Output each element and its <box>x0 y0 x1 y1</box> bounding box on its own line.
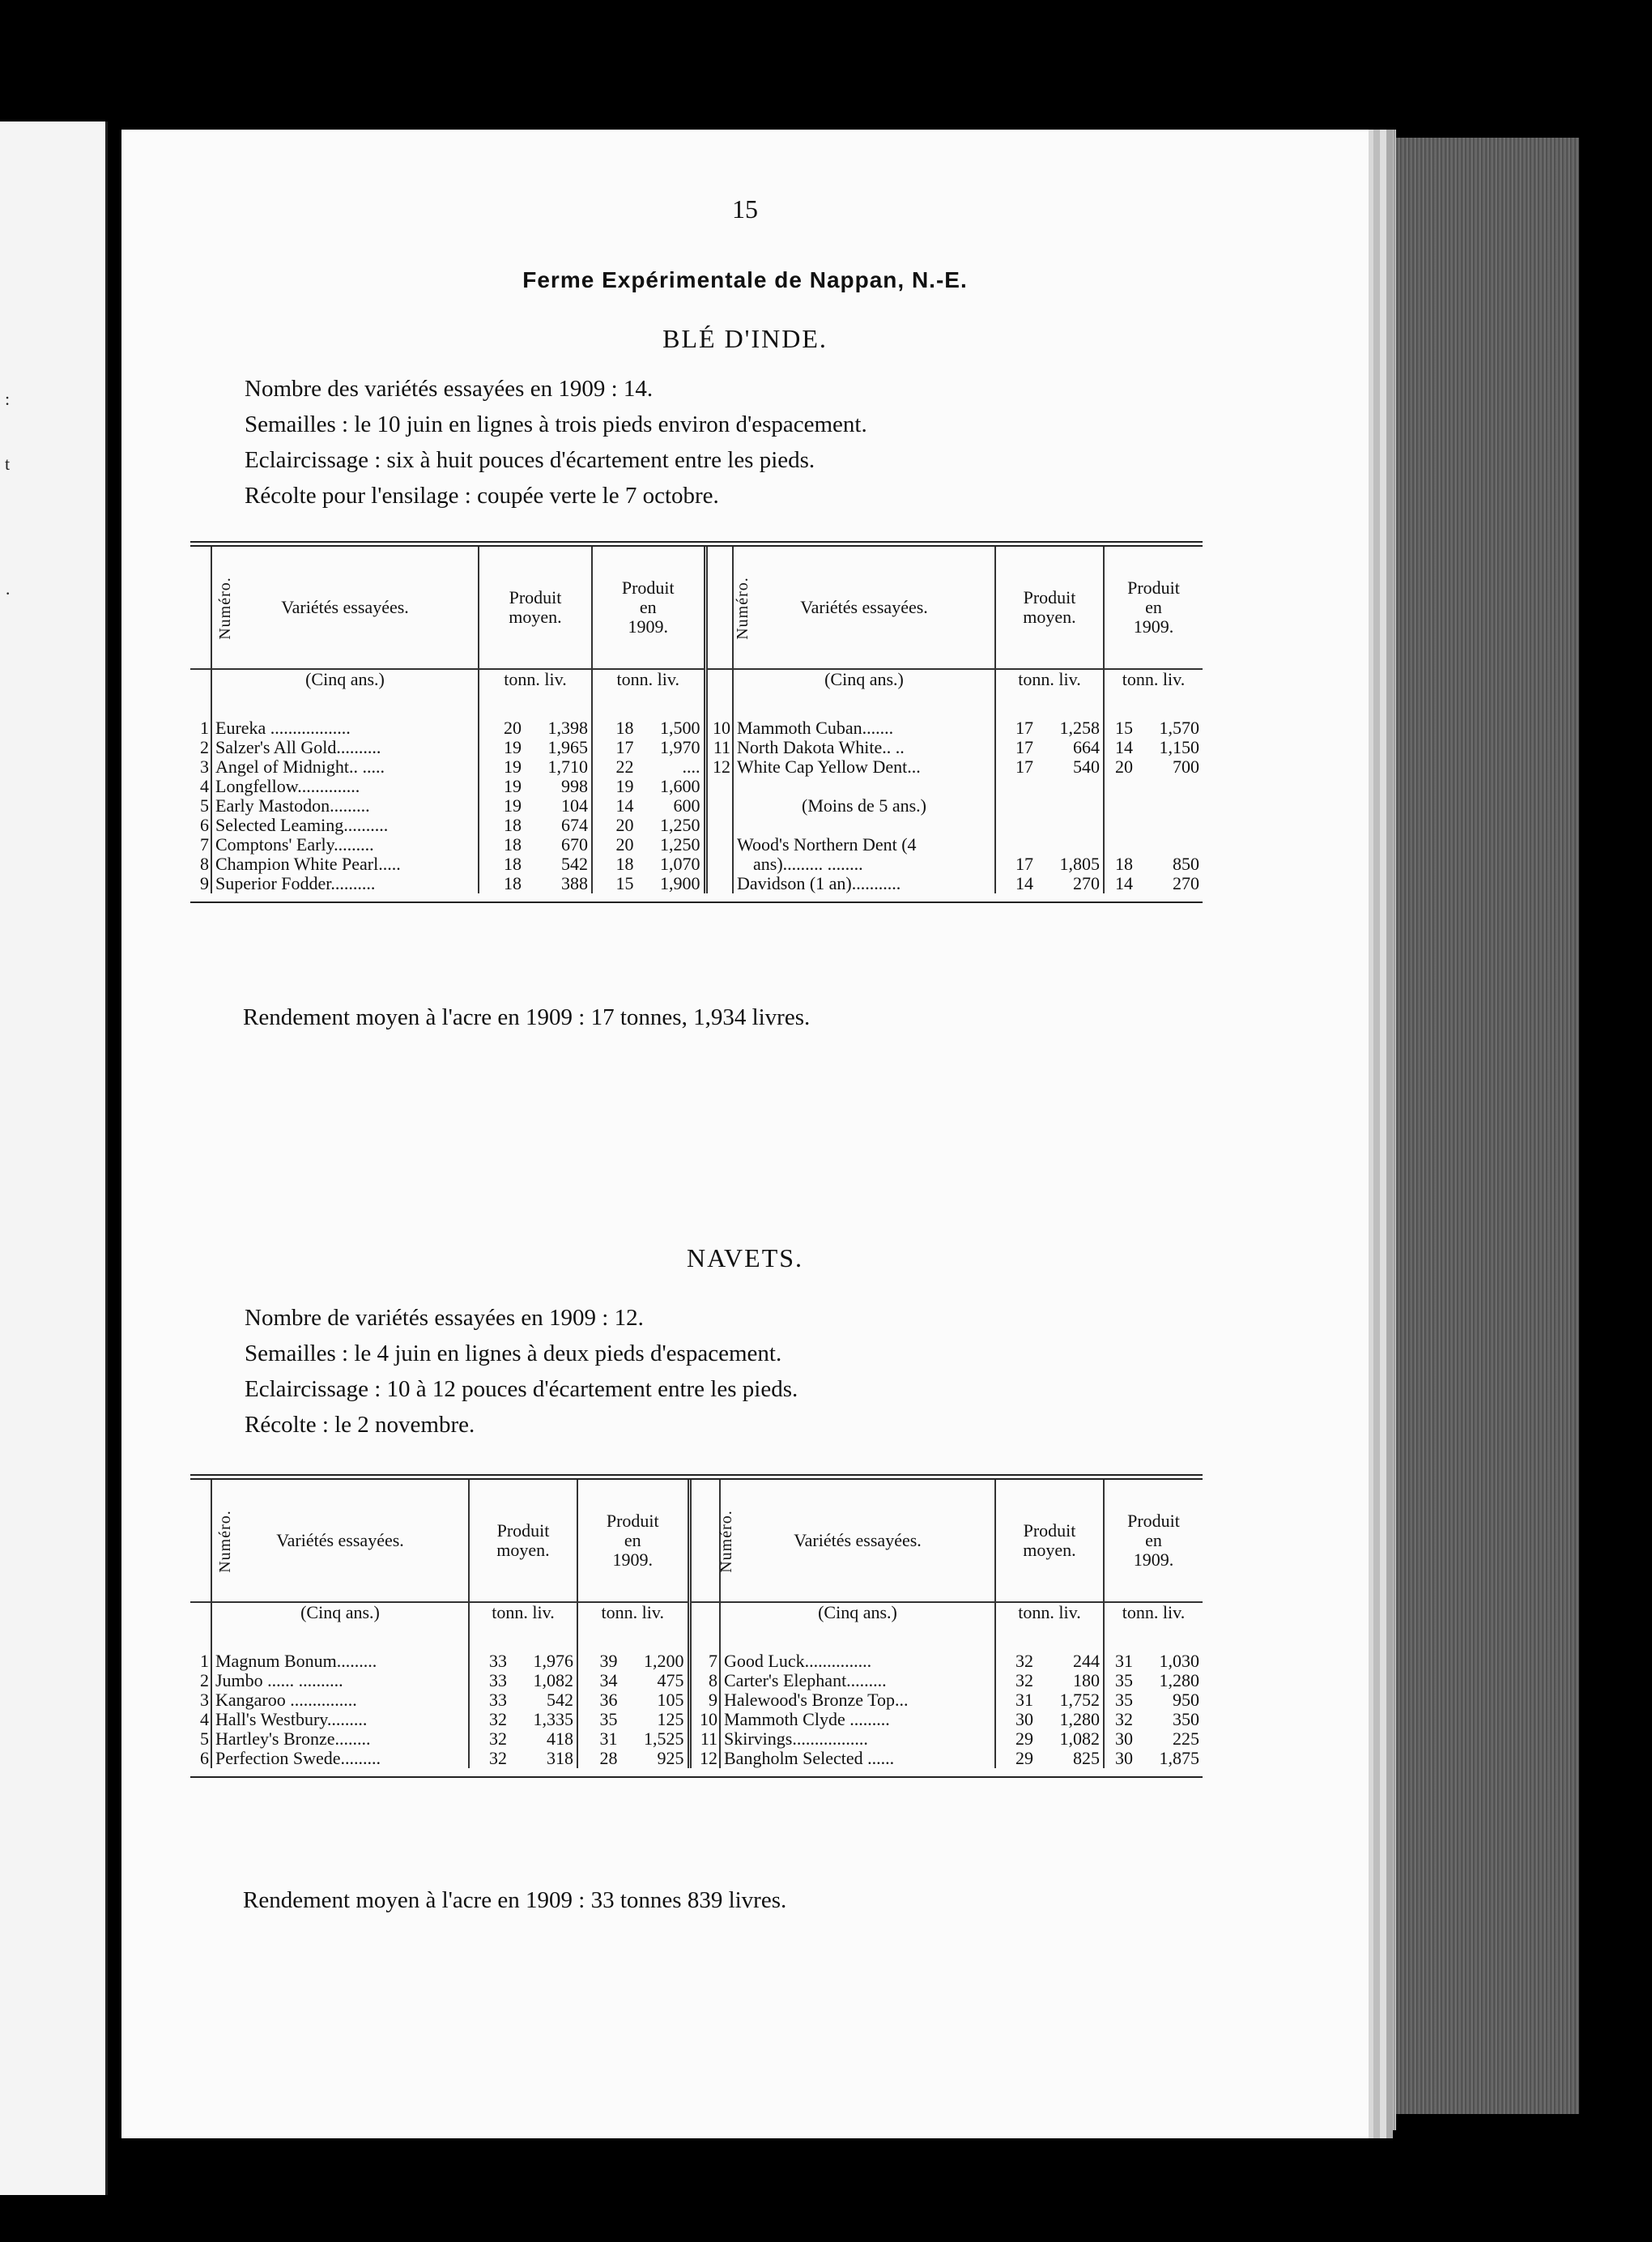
book-page-edges-inner <box>1377 130 1396 2130</box>
yield-1909: 36 105 <box>577 1690 689 1710</box>
row-number: 3 <box>200 1690 209 1710</box>
empty-cell <box>995 835 1104 855</box>
variety-name: Bangholm Selected ...... <box>720 1749 995 1768</box>
empty-cell <box>705 855 733 874</box>
unit-label: tonn. liv. <box>592 669 705 718</box>
adjacent-page-edge <box>0 121 108 2195</box>
yield-1909: 28 925 <box>577 1749 689 1768</box>
variety-name: Halewood's Bronze Top... <box>720 1690 995 1710</box>
avg-yield: 18 388 <box>479 874 592 893</box>
yield-1909: 15 1,900 <box>592 874 705 893</box>
empty-cell <box>733 777 995 796</box>
col-header-varietes: Variétés essayées. <box>733 547 995 669</box>
empty-cell <box>705 777 733 796</box>
empty-cell <box>733 816 995 835</box>
col-header-numero: Numéro. <box>190 547 211 669</box>
yield-1909: 35 125 <box>577 1710 689 1729</box>
row-number: 8 <box>689 1671 720 1690</box>
intro-line: Récolte : le 2 novembre. <box>245 1412 475 1438</box>
empty-cell <box>705 874 733 893</box>
col-header-varietes: Variétés essayées. <box>211 1480 469 1602</box>
unit-label: tonn. liv. <box>995 669 1104 718</box>
row-number: 9 <box>689 1690 720 1710</box>
intro-line: Nombre de variétés essayées en 1909 : 12. <box>245 1305 644 1331</box>
unit-label: tonn. liv. <box>469 1602 577 1652</box>
row-number: 5 <box>200 1728 209 1749</box>
yield-1909: 32 350 <box>1104 1710 1203 1729</box>
avg-yield: 30 1,280 <box>995 1710 1104 1729</box>
col-header-produit-moyen: Produit moyen. <box>479 547 592 669</box>
table-row <box>190 757 1203 777</box>
empty-cell <box>705 835 733 855</box>
variety-name: Skirvings................. <box>720 1729 995 1749</box>
col-header-varietes: Variétés essayées. <box>720 1480 995 1602</box>
yield-1909: 20 700 <box>1104 757 1203 777</box>
avg-yield: 29 1,082 <box>995 1729 1104 1749</box>
yield-1909: 35 950 <box>1104 1690 1203 1710</box>
table-top-rule <box>190 1474 1203 1480</box>
table-row <box>190 1652 1203 1671</box>
row-number: 8 <box>200 854 209 874</box>
margin-mark: : <box>5 389 11 409</box>
units-row <box>190 1602 1203 1652</box>
avg-yield: 18 670 <box>479 835 592 855</box>
corn-table <box>190 541 1203 903</box>
intro-line: Semailles : le 4 juin en lignes à deux pieds d'espacement. <box>245 1341 782 1366</box>
unit-label: tonn. liv. <box>995 1602 1104 1652</box>
avg-yield: 33 1,976 <box>469 1652 577 1671</box>
variety-name: Hall's Westbury......... <box>211 1710 469 1729</box>
turnips-table <box>190 1474 1203 1778</box>
yield-1909: 31 1,030 <box>1104 1652 1203 1671</box>
yield-1909: 39 1,200 <box>577 1652 689 1671</box>
yield-1909: 18 850 <box>1104 855 1203 874</box>
turnips-data-table <box>190 1480 1203 1768</box>
empty-cell <box>995 796 1104 816</box>
variety-name: Hartley's Bronze........ <box>211 1729 469 1749</box>
empty-cell <box>995 777 1104 796</box>
avg-yield: 33 1,082 <box>469 1671 577 1690</box>
table-row <box>190 1749 1203 1768</box>
col-header-numero: Numéro. <box>689 1480 720 1602</box>
yield-1909: 35 1,280 <box>1104 1671 1203 1690</box>
row-number: 1 <box>200 718 209 738</box>
empty-cell <box>705 816 733 835</box>
avg-yield: 17 664 <box>995 738 1104 757</box>
unit-label: tonn. liv. <box>1104 669 1203 718</box>
page-heading: Ferme Expérimentale de Nappan, N.-E. <box>522 267 968 292</box>
variety-name: Mammoth Cuban....... <box>733 718 995 738</box>
avg-yield: 17 1,258 <box>995 718 1104 738</box>
yield-1909: 18 1,070 <box>592 855 705 874</box>
intro-line: Eclaircissage : six à huit pouces d'écartement entre les pieds. <box>245 447 815 473</box>
units-row <box>190 669 1203 718</box>
empty-cell <box>1104 796 1203 816</box>
avg-yield: 17 1,805 <box>995 855 1104 874</box>
table-row <box>190 835 1203 855</box>
variety-name-cont: ans)......... ........ <box>733 855 995 874</box>
empty-cell <box>705 796 733 816</box>
table-row <box>190 1671 1203 1690</box>
variety-name: Magnum Bonum......... <box>211 1652 469 1671</box>
variety-name: Champion White Pearl..... <box>211 855 479 874</box>
variety-name: Selected Leaming.......... <box>211 816 479 835</box>
row-number: 1 <box>200 1651 209 1671</box>
intro-line: Eclaircissage : 10 à 12 pouces d'écartement entre les pieds. <box>245 1376 798 1402</box>
table-row <box>190 1710 1203 1729</box>
table-row <box>190 796 1203 816</box>
table-header-row <box>190 1480 1203 1602</box>
variety-name: North Dakota White.. .. <box>733 738 995 757</box>
margin-mark: · <box>5 583 11 603</box>
row-number: 6 <box>200 1748 209 1768</box>
yield-1909: 18 1,500 <box>592 718 705 738</box>
yield-1909: 30 225 <box>1104 1729 1203 1749</box>
yield-1909: 15 1,570 <box>1104 718 1203 738</box>
variety-name: Superior Fodder.......... <box>211 874 479 893</box>
document-page <box>121 130 1369 2138</box>
yield-1909: 19 1,600 <box>592 777 705 796</box>
col-header-produit-1909: Produit en 1909. <box>592 547 705 669</box>
table-row <box>190 718 1203 738</box>
row-number: 12 <box>689 1749 720 1768</box>
variety-name: Davidson (1 an)........... <box>733 874 995 893</box>
avg-yield: 17 540 <box>995 757 1104 777</box>
yield-1909: 14 270 <box>1104 874 1203 893</box>
row-number: 9 <box>200 873 209 893</box>
table-top-rule <box>190 541 1203 547</box>
corn-data-table <box>190 547 1203 893</box>
variety-name: Perfection Swede......... <box>211 1749 469 1768</box>
avg-yield: 20 1,398 <box>479 718 592 738</box>
variety-name: Longfellow.............. <box>211 777 479 796</box>
yield-1909: 30 1,875 <box>1104 1749 1203 1768</box>
avg-yield: 31 1,752 <box>995 1690 1104 1710</box>
page-number: 15 <box>732 194 758 224</box>
avg-yield: 19 998 <box>479 777 592 796</box>
variety-name: Carter's Elephant......... <box>720 1671 995 1690</box>
variety-name: Kangaroo ............... <box>211 1690 469 1710</box>
avg-yield: 14 270 <box>995 874 1104 893</box>
variety-name: Angel of Midnight.. ..... <box>211 757 479 777</box>
col-header-produit-moyen: Produit moyen. <box>469 1480 577 1602</box>
row-number: 12 <box>705 757 733 777</box>
turnips-intro <box>245 1300 798 1443</box>
table-row <box>190 777 1203 796</box>
avg-yield: 32 318 <box>469 1749 577 1768</box>
variety-name: Early Mastodon......... <box>211 796 479 816</box>
col-header-produit-moyen: Produit moyen. <box>995 547 1104 669</box>
row-number: 5 <box>200 795 209 816</box>
book-page-edges <box>1393 138 1579 2114</box>
row-number: 11 <box>705 738 733 757</box>
empty-cell <box>1104 816 1203 835</box>
row-number: 7 <box>689 1652 720 1671</box>
avg-yield: 18 674 <box>479 816 592 835</box>
intro-line: Récolte pour l'ensilage : coupée verte le 7 octobre. <box>245 483 719 509</box>
table-row <box>190 1690 1203 1710</box>
col-header-numero: Numéro. <box>190 1480 211 1602</box>
avg-yield: 32 244 <box>995 1652 1104 1671</box>
avg-yield: 32 1,335 <box>469 1710 577 1729</box>
table-header-row <box>190 547 1203 669</box>
empty-cell <box>995 816 1104 835</box>
corn-intro <box>245 371 867 514</box>
yield-1909: 17 1,970 <box>592 738 705 757</box>
empty-cell <box>1104 835 1203 855</box>
col-header-produit-1909: Produit en 1909. <box>577 1480 689 1602</box>
section-title-turnips: NAVETS. <box>686 1243 804 1272</box>
unit-label: tonn. liv. <box>1104 1602 1203 1652</box>
row-number: 3 <box>200 757 209 777</box>
intro-line: Nombre des variétés essayées en 1909 : 14. <box>245 376 654 402</box>
avg-yield: 29 825 <box>995 1749 1104 1768</box>
intro-line: Semailles : le 10 juin en lignes à trois pieds environ d'espacement. <box>245 411 867 437</box>
subgroup-label: (Moins de 5 ans.) <box>733 796 995 816</box>
avg-yield: 19 104 <box>479 796 592 816</box>
row-number: 4 <box>200 776 209 796</box>
avg-yield: 32 418 <box>469 1729 577 1749</box>
avg-yield: 19 1,965 <box>479 738 592 757</box>
yield-1909: 20 1,250 <box>592 835 705 855</box>
variety-name: Jumbo ...... .......... <box>211 1671 469 1690</box>
yield-1909: 34 475 <box>577 1671 689 1690</box>
margin-mark: t <box>5 454 11 474</box>
avg-yield: 33 542 <box>469 1690 577 1710</box>
row-number: 6 <box>200 815 209 835</box>
table-bottom-rule <box>190 901 1203 903</box>
variety-name: Comptons' Early......... <box>211 835 479 855</box>
table-row <box>190 1729 1203 1749</box>
table-row <box>190 874 1203 893</box>
group-label: (Cinq ans.) <box>733 669 995 718</box>
yield-1909: 31 1,525 <box>577 1729 689 1749</box>
variety-name: Good Luck............... <box>720 1652 995 1671</box>
col-header-produit-1909: Produit en 1909. <box>1104 547 1203 669</box>
yield-1909: 14 600 <box>592 796 705 816</box>
avg-yield: 18 542 <box>479 855 592 874</box>
row-number: 4 <box>200 1709 209 1729</box>
empty-cell <box>1104 777 1203 796</box>
table-bottom-rule <box>190 1776 1203 1778</box>
turnips-summary: Rendement moyen à l'acre en 1909 : 33 tonnes 839 livres. <box>243 1887 787 1913</box>
table-row <box>190 816 1203 835</box>
unit-label: tonn. liv. <box>577 1602 689 1652</box>
row-number: 7 <box>200 834 209 855</box>
row-number: 10 <box>705 718 733 738</box>
corn-summary: Rendement moyen à l'acre en 1909 : 17 tonnes, 1,934 livres. <box>243 1004 811 1030</box>
row-number: 2 <box>200 1670 209 1690</box>
unit-label: tonn. liv. <box>479 669 592 718</box>
row-number: 2 <box>200 737 209 757</box>
variety-name: Wood's Northern Dent (4 <box>733 835 995 855</box>
group-label: (Cinq ans.) <box>720 1602 995 1652</box>
yield-1909: 14 1,150 <box>1104 738 1203 757</box>
yield-1909: 20 1,250 <box>592 816 705 835</box>
group-label: (Cinq ans.) <box>211 669 479 718</box>
variety-name: Eureka .................. <box>211 718 479 738</box>
col-header-numero: Numéro. <box>705 547 733 669</box>
variety-name: Salzer's All Gold.......... <box>211 738 479 757</box>
row-number: 11 <box>689 1729 720 1749</box>
variety-name: White Cap Yellow Dent... <box>733 757 995 777</box>
group-label: (Cinq ans.) <box>211 1602 469 1652</box>
col-header-produit-moyen: Produit moyen. <box>995 1480 1104 1602</box>
table-row <box>190 738 1203 757</box>
avg-yield: 32 180 <box>995 1671 1104 1690</box>
col-header-varietes: Variétés essayées. <box>211 547 479 669</box>
yield-1909: 22 .... <box>592 757 705 777</box>
table-row <box>190 855 1203 874</box>
variety-name: Mammoth Clyde ......... <box>720 1710 995 1729</box>
section-title-corn: BLÉ D'INDE. <box>662 324 828 353</box>
col-header-produit-1909: Produit en 1909. <box>1104 1480 1203 1602</box>
row-number: 10 <box>689 1710 720 1729</box>
avg-yield: 19 1,710 <box>479 757 592 777</box>
